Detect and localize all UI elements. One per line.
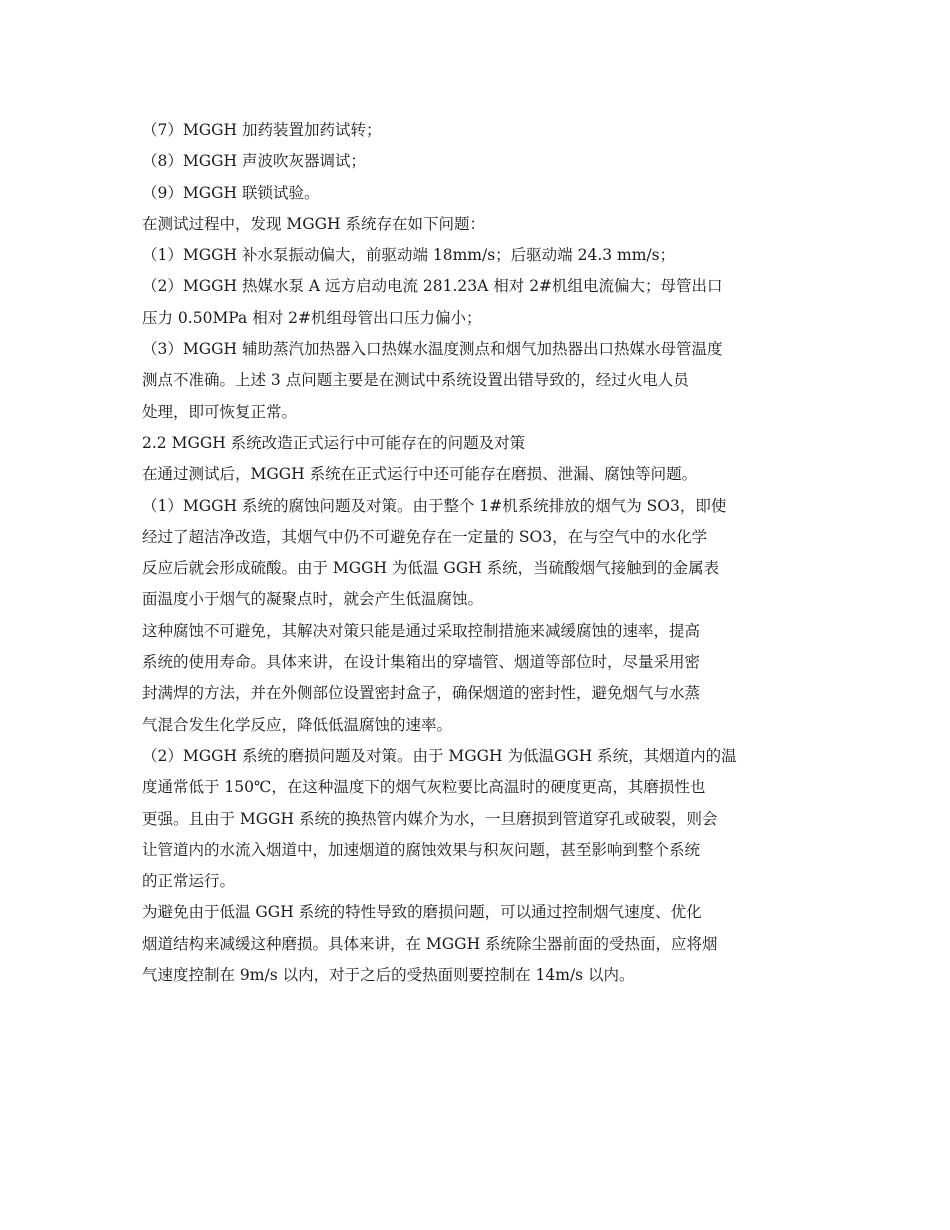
text-line: 测点不准确。上述 3 点问题主要是在测试中系统设置出错导致的，经过火电人员 [142, 371, 689, 390]
text-line: （2）MGGH 系统的磨损问题及对策。由于 MGGH 为低温GGH 系统，其烟道内的温 [142, 746, 737, 765]
text-line: 处理，即可恢复正常。 [142, 402, 298, 421]
text-line: （1）MGGH 补水泵振动偏大，前驱动端 18mm/s；后驱动端 24.3 mm/s； [142, 246, 676, 265]
text-line: （3）MGGH 辅助蒸汽加热器入口热媒水温度测点和烟气加热器出口热媒水母管温度 [142, 340, 723, 359]
text-line: 度通常低于 150℃，在这种温度下的烟气灰粒要比高温时的硬度更高，其磨损性也 [142, 778, 706, 797]
text-line: （8）MGGH 声波吹灰器调试； [142, 152, 366, 171]
text-line: 经过了超洁净改造，其烟气中仍不可避免存在一定量的 SO3，在与空气中的水化学 [142, 527, 708, 546]
text-line: 这种腐蚀不可避免，其解决对策只能是通过采取控制措施来减缓腐蚀的速率，提高 [142, 621, 701, 640]
text-line: 气混合发生化学反应，降低低温腐蚀的速率。 [142, 715, 453, 734]
text-line: 压力 0.50MPa 相对 2#机组母管出口压力偏小； [142, 308, 482, 327]
text-line: （1）MGGH 系统的腐蚀问题及对策。由于整个 1#机系统排放的烟气为 SO3，即使 [142, 496, 727, 515]
text-line: 让管道内的水流入烟道中，加速烟道的腐蚀效果与积灰问题，甚至影响到整个系统 [142, 840, 701, 859]
text-line: 封满焊的方法，并在外侧部位设置密封盒子，确保烟道的密封性，避免烟气与水蒸 [142, 684, 701, 703]
text-line: 烟道结构来减缓这种磨损。具体来讲，在 MGGH 系统除尘器前面的受热面，应将烟 [142, 934, 718, 953]
text-line: 的正常运行。 [142, 872, 236, 891]
text-line: （9）MGGH 联锁试验。 [142, 183, 320, 202]
text-line: （7）MGGH 加药装置加药试转； [142, 121, 382, 139]
text-line: 在测试过程中，发现 MGGH 系统存在如下问题： [142, 214, 486, 233]
text-line: 反应后就会形成硫酸。由于 MGGH 为低温 GGH 系统，当硫酸烟气接触到的金属表 [142, 559, 720, 578]
text-line: 为避免由于低温 GGH 系统的特性导致的磨损问题，可以通过控制烟气速度、优化 [142, 903, 702, 922]
text-line: 更强。且由于 MGGH 系统的换热管内媒介为水，一旦磨损到管道穿孔或破裂，则会 [142, 809, 718, 828]
text-line: 气速度控制在 9m/s 以内，对于之后的受热面则要控制在 14m/s 以内。 [142, 966, 635, 985]
section-heading: 2.2 MGGH 系统改造正式运行中可能存在的问题及对策 [142, 433, 526, 452]
text-line: 在通过测试后，MGGH 系统在正式运行中还可能存在磨损、泄漏、腐蚀等问题。 [142, 465, 698, 484]
text-line: 系统的使用寿命。具体来讲，在设计集箱出的穿墙管、烟道等部位时，尽量采用密 [142, 653, 701, 672]
text-line: （2）MGGH 热媒水泵 A 远方启动电流 281.23A 相对 2#机组电流偏大；母管出口 [142, 277, 723, 296]
document-body [142, 115, 814, 991]
text-line: 面温度小于烟气的凝聚点时，就会产生低温腐蚀。 [142, 590, 484, 609]
